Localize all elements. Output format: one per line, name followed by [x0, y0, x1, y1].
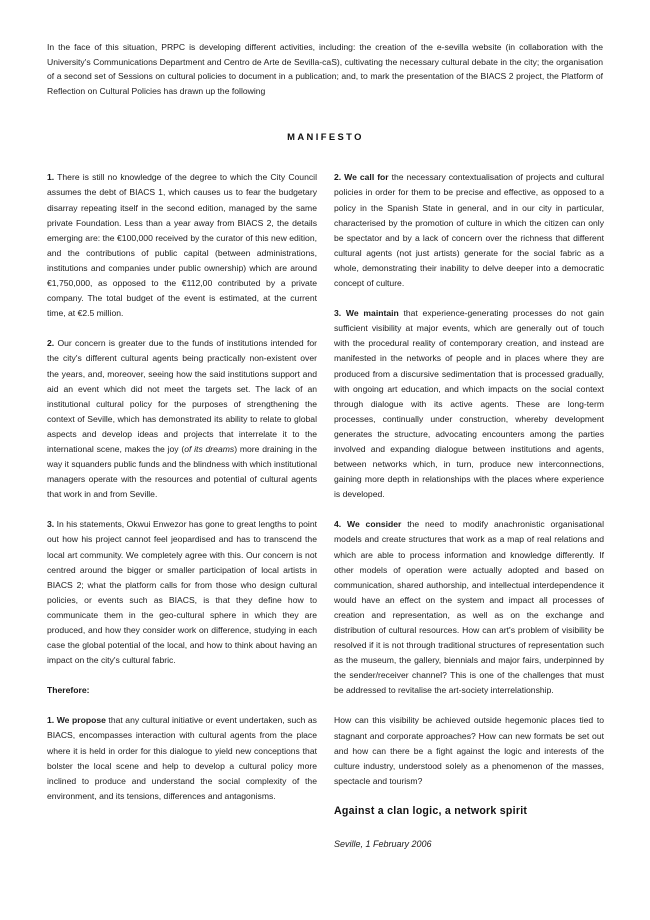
left-column — [47, 170, 317, 852]
proposal-item-2 — [334, 170, 604, 291]
proposal-number-3: 3. — [334, 308, 342, 319]
intro-paragraph: In the face of this situation, PRPC is developing different activities, including: the creation of the e-sevilla website (in collaboration with the University's Communications Department and Centro de Arte de Sevilla-caS), cultivating the necessary cultural debate in the city; the organisation of a second set of Sessions on cultural policies to document in a publication; and, to mark the presentation of the BIACS 2 project, the Platform of Reflection on Cultural Policies has drawn up the following — [47, 42, 603, 96]
proposal-lead-2: We call for — [341, 172, 389, 183]
proposal-item-4 — [334, 517, 604, 698]
proposal-number-1: 1. — [47, 715, 55, 726]
clause-item-1 — [47, 170, 317, 321]
right-column — [334, 170, 604, 852]
two-column-body — [47, 170, 604, 852]
proposal-lead-3: We maintain — [341, 308, 399, 319]
clause-number-1: 1. — [47, 172, 55, 183]
clause-text-2-after: ) more draining in the way it squanders public funds and the blindness with which institutional managers operate with the resources and potential of cultural agents that work in and from Seville. — [47, 443, 317, 500]
proposal-number-2: 2. — [334, 172, 342, 183]
proposal-text-3: that experience-generating processes do not gain sufficient visibility at major events, which are generally out of touch with the procedural reality of contemporary creation, and instead are manifested in the networks of people and in places where they are produced from a discursive sedimentation that is processed gradually, with ongoing art education, and which impacts on the social context through dialogue with its active agents. These are long-term processes, continually under construction, whereby development generates the structure, advocating encounters among the parties involved and expanding dialogue between institutions and agents, between networks which, in turn, produce new interconnections, gaining more depth in relationships with the places where experience is developed. — [334, 308, 604, 500]
proposal-item-1 — [47, 713, 317, 804]
proposal-number-4: 4. — [334, 519, 342, 530]
proposal-text-4: the need to modify anachronistic organisational models and create structures that work as a map of real relations and which are able to process information and knowledge differently. If other models of operation were actually adopted and based on communication, shared authorship, and intellectual interdependence it would have an effect on the system and impact all processes of creation and representation, as well as on the exchange and distribution of cultural resources. How can art's problem of visibility be resolved if it is not through traditional structures of representation such as the museum, the gallery, biennials and major fairs, underpinned by the sender/receiver channel? This is one of the challenges that must be addressed to revitalise the art-society interrelationship. — [334, 519, 604, 696]
clause-number-3: 3. — [47, 519, 55, 530]
clause-text-3: In his statements, Okwui Enwezor has gone to great lengths to point out how his project cannot feel jeopardised and has to transcend the local art community. We completely agree with this. Our concern is not centred around the bigger or smaller participation of local artists in BIACS 2; what the platform calls for from those who design cultural policies, or events such as BIACS, is that they define how to communicate them in the geo-cultural sphere in which they are produced, and how they consider work on difference, studying in each case the global potential of the local, and how to think about having an impact on the city's cultural fabric. — [47, 519, 317, 666]
proposal-lead-4: We consider — [341, 519, 402, 530]
proposal-text-1: that any cultural initiative or event undertaken, such as BIACS, encompasses interaction with cultural agents from the place where it is held in order for this dialogue to yield new conceptions that bolster the local scene and help to develop a cultural policy more inclined to produce and understand the social complexity of the environment, and its tensions, differences and antagonisms. — [47, 715, 317, 801]
therefore-label: Therefore: — [47, 685, 90, 696]
clause-text-2-before: Our concern is greater due to the funds of institutions intended for the city's different cultural agents being practically non-existent over the years, and, moreover, seeing how the said institutions support and aid an event which did not meet the targets set. The lack of an institutional cultural policy for the purposes of strengthening the context of Seville, which has demonstrated its ability to relate to global aspects and develop ideas and projects that interrelate it to the international scene, makes the joy ( — [47, 338, 317, 454]
clause-item-2 — [47, 336, 317, 502]
proposal-text-2: the necessary contextualisation of projects and cultural policies in order for them to be precise and effective, as opposed to a policy in the Spanish State in general, and in our city in particular, characterised by the promotion of culture in which the citizen can only be spectator and by a lack of concern over the richness that different cultural agents (not just artists) generate for the social fabric as a whole, demonstrating their inability to delve deeper into a democratic concept of culture. — [334, 172, 604, 289]
proposal-item-3 — [334, 306, 604, 502]
clause-text-2-italic: of its dreams — [184, 443, 235, 454]
clause-text-1: There is still no knowledge of the degree to which the City Council assumes the debt of BIACS 1, which causes us to fear the budgetary disarray repeating itself in the second edition, managed by the same private Foundation. Less than a year away from BIACS 2, the details emerging are: the €100,000 received by the curator of this new edition, and the contributions of public capital (between administrations, institutions and companies under public ownership) which are around €1,750,000, as opposed to the €112,00 contributed by a private company. The total budget of the event is estimated, at the current time, at €2.5 million. — [47, 172, 317, 319]
clause-number-2: 2. — [47, 338, 55, 349]
manifesto-title: MANIFESTO — [287, 131, 364, 143]
proposal-lead-1: We propose — [54, 715, 106, 726]
clause-item-3 — [47, 517, 317, 668]
closing-heading: Against a clan logic, a network spirit — [334, 804, 528, 817]
closing-question-paragraph: How can this visibility be achieved outside hegemonic places tied to stagnant and corporate approaches? How can new formats be set out and how can there be a fight against the logic and interests of the culture industry, understood solely as a phenomenon of the masses, spectacle and tourism? — [334, 715, 604, 786]
dateline: Seville, 1 February 2006 — [334, 838, 432, 849]
